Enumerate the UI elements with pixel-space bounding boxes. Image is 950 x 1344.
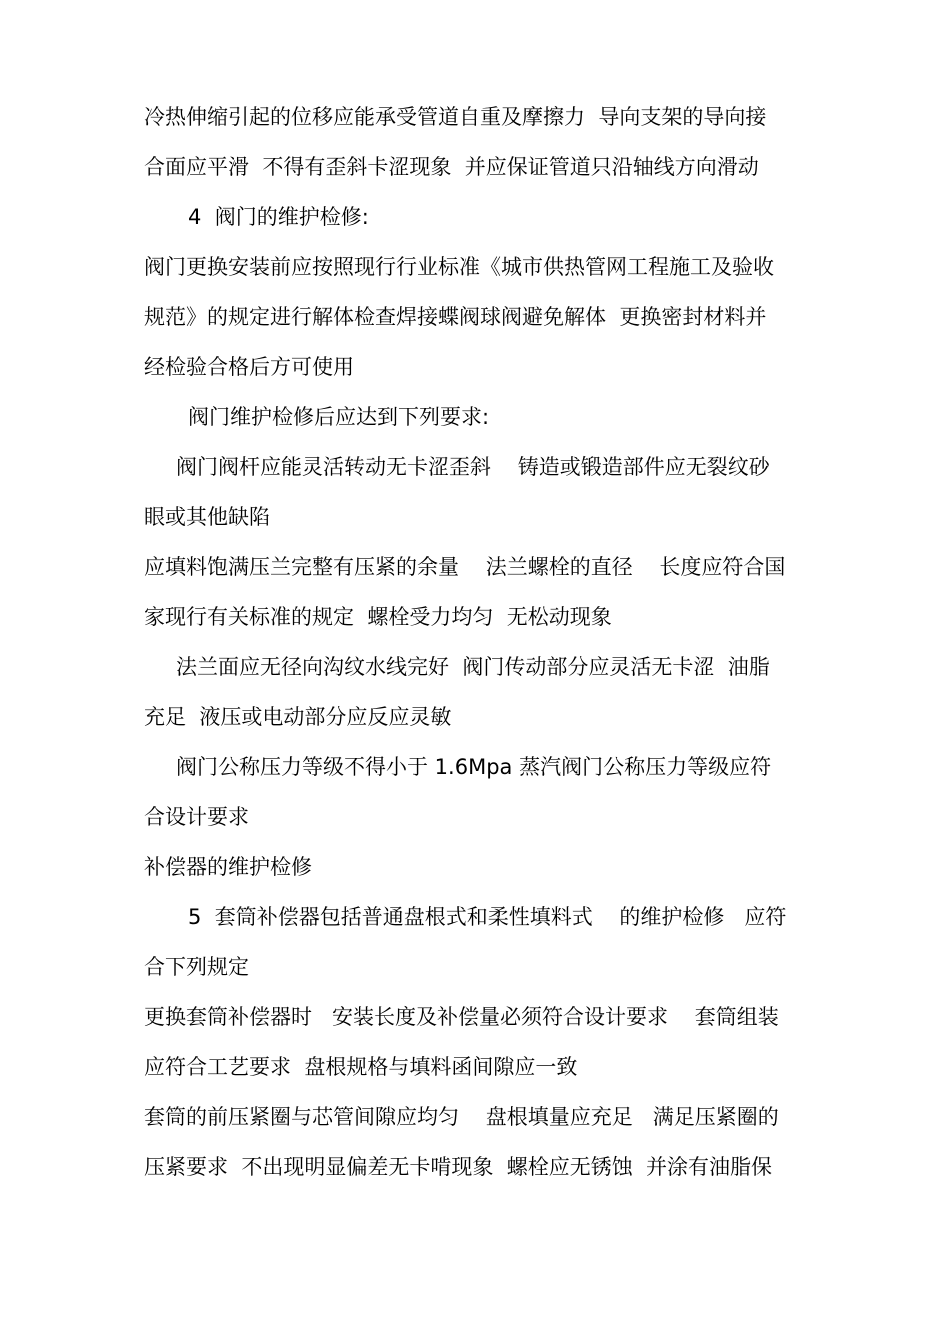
text-line: 法兰面应无径向沟纹水线完好 阀门传动部分应灵活无卡涩 油脂 <box>176 655 770 679</box>
text-line: 套筒的前压紧圈与芯管间隙应均匀 盘根填量应充足 满足压紧圈的 <box>144 1105 779 1129</box>
text-line: 眼或其他缺陷 <box>144 505 270 529</box>
text-line: 合下列规定 <box>144 955 249 979</box>
text-line: 阀门公称压力等级不得小于 1.6Mpa 蒸汽阀门公称压力等级应符 <box>176 755 772 779</box>
text-line: 家现行有关标准的规定 螺栓受力均匀 无松动现象 <box>144 605 612 629</box>
text-line: 应填料饱满压兰完整有压紧的余量 法兰螺栓的直径 长度应符合国 <box>144 555 786 579</box>
text-line: 5 套筒补偿器包括普通盘根式和柔性填料式 的维护检修 应符 <box>188 905 787 929</box>
text-line: 阀门阀杆应能灵活转动无卡涩歪斜 铸造或锻造部件应无裂纹砂 <box>176 455 770 479</box>
text-line: 更换套筒补偿器时 安装长度及补偿量必须符合设计要求 套筒组装 <box>144 1005 779 1029</box>
text-line: 应符合工艺要求 盘根规格与填料函间隙应一致 <box>144 1055 578 1079</box>
text-line: 阀门更换安装前应按照现行行业标准《城市供热管网工程施工及验收 <box>144 255 774 279</box>
text-line: 冷热伸缩引起的位移应能承受管道自重及摩擦力 导向支架的导向接 <box>144 105 767 129</box>
text-line: 充足 液压或电动部分应反应灵敏 <box>144 705 452 729</box>
text-line: 规范》的规定进行解体检查焊接蝶阀球阀避免解体 更换密封材料并 <box>144 305 767 329</box>
text-line: 合设计要求 <box>144 805 249 829</box>
text-line: 经检验合格后方可使用 <box>144 355 354 379</box>
text-line: 合面应平滑 不得有歪斜卡涩现象 并应保证管道只沿轴线方向滑动 <box>144 155 759 179</box>
text-line: 阀门维护检修后应达到下列要求: <box>188 405 490 429</box>
section-heading: 4 阀门的维护检修: <box>188 205 369 229</box>
text-line: 压紧要求 不出现明显偏差无卡啃现象 螺栓应无锈蚀 并涂有油脂保 <box>144 1155 773 1179</box>
section-heading: 补偿器的维护检修 <box>144 855 312 879</box>
